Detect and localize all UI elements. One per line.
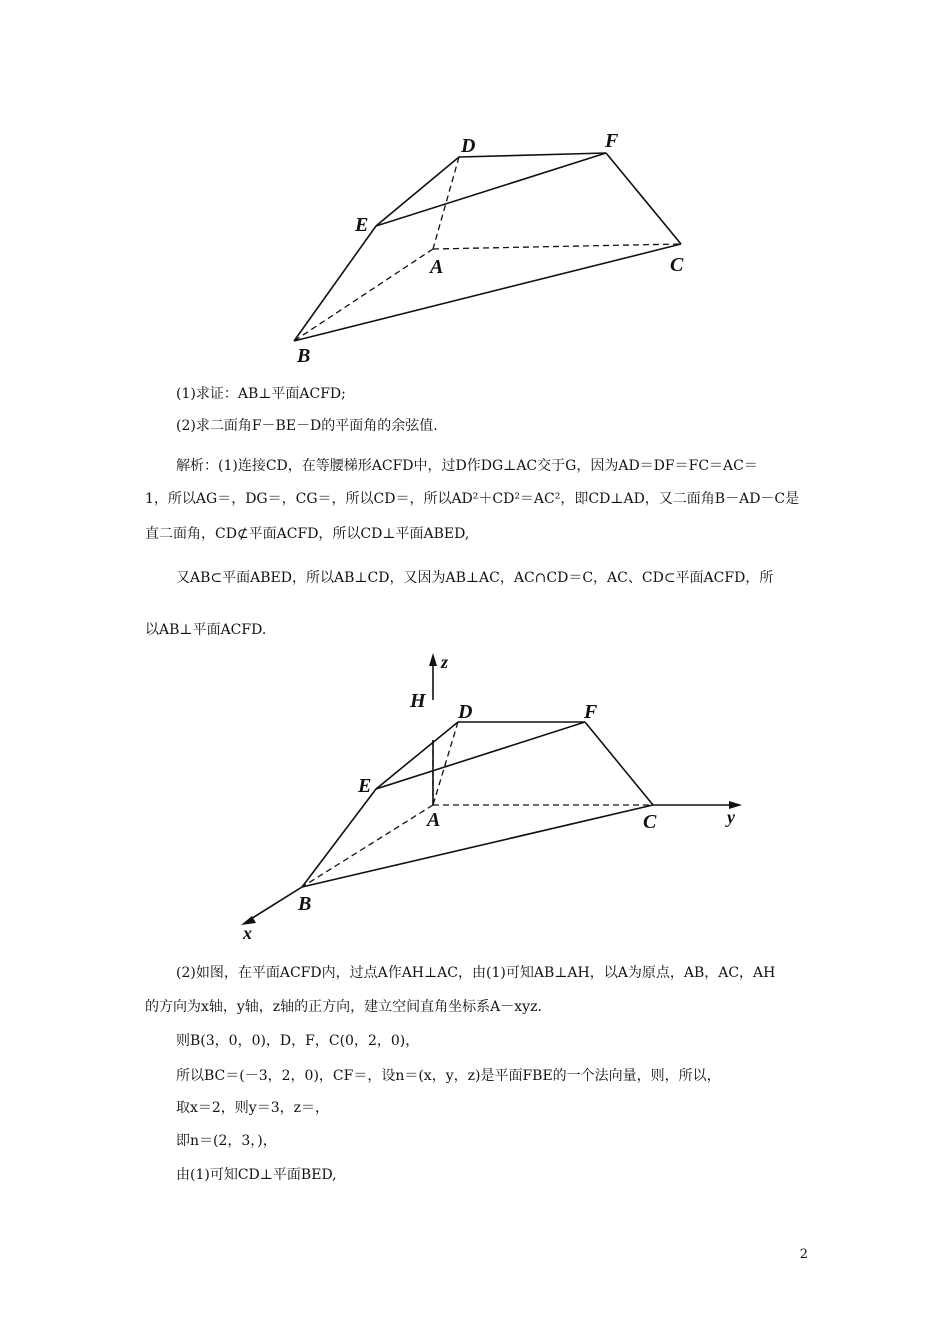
axis-z-arrow	[429, 653, 437, 666]
label-A: A	[427, 809, 441, 831]
solution-1-line-4: 又AB⊂平面ABED，所以AB⊥CD，又因为AB⊥AC，AC∩CD＝C，AC、CD⊂平面ACFD，所	[176, 570, 774, 586]
label-z: z	[441, 652, 449, 672]
label-B: B	[298, 893, 312, 915]
label-E: E	[355, 214, 369, 236]
solution-1-line-1: 解析：(1)连接CD，在等腰梯形ACFD中，过D作DG⊥AC交于G，因为AD＝DF＝FC＝AC＝	[176, 458, 758, 474]
question-1: (1)求证：AB⊥平面ACFD;	[176, 386, 346, 402]
edge-FC	[585, 722, 653, 805]
label-H: H	[410, 690, 426, 712]
edge-ED	[376, 722, 458, 789]
solution-1-line-2: 1，所以AG＝，DG＝，CG＝，所以CD＝，所以AD²＋CD²＝AC²，即CD⊥AD，又二面角B－AD－C是	[145, 491, 800, 507]
solution-2-line-6: 即n＝(2，3，)，	[176, 1133, 277, 1149]
label-D: D	[461, 135, 476, 157]
solution-2-line-4: 所以BC＝(－3，2，0)，CF＝，设n＝(x，y，z)是平面FBE的一个法向量，则，所以，	[176, 1068, 721, 1084]
label-F: F	[605, 130, 619, 152]
label-E: E	[358, 775, 372, 797]
label-F: F	[584, 701, 598, 723]
solution-1-line-3: 直二面角，CD⊄平面ACFD，所以CD⊥平面ABED,	[145, 526, 470, 542]
solution-2-line-3: 则B(3，0，0)，D，F，C(0，2，0)，	[176, 1033, 420, 1049]
label-y: y	[727, 807, 735, 827]
solution-1-line-5: 以AB⊥平面ACFD.	[145, 622, 267, 638]
edge-AB-hidden	[302, 805, 433, 887]
question-2: (2)求二面角F－BE－D的平面角的余弦值.	[176, 418, 438, 434]
solution-2-line-2: 的方向为x轴，y轴，z轴的正方向，建立空间直角坐标系A－xyz.	[145, 999, 542, 1015]
edge-EF	[376, 722, 585, 789]
label-B: B	[297, 345, 311, 367]
label-C: C	[643, 811, 657, 833]
label-C: C	[670, 254, 684, 276]
page-number: 2	[799, 1247, 808, 1262]
label-A: A	[430, 256, 444, 278]
label-D: D	[458, 701, 473, 723]
solution-2-line-5: 取x＝2，则y＝3，z＝，	[176, 1100, 329, 1116]
solution-2-line-7: 由(1)可知CD⊥平面BED,	[176, 1167, 337, 1183]
axis-x	[246, 887, 302, 922]
label-x: x	[243, 923, 252, 943]
solution-2-line-1: (2)如图，在平面ACFD内，过点A作AH⊥AC，由(1)可知AB⊥AH，以A为原点，AB，AC，AH	[176, 965, 776, 981]
